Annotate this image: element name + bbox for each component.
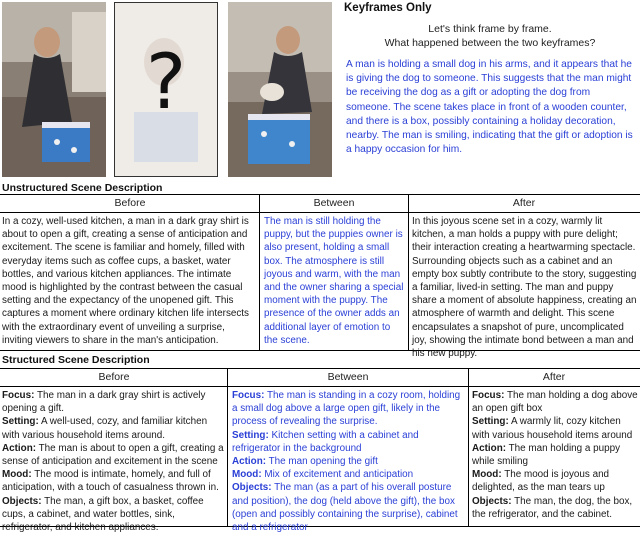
between-objects: The man (as a part of his overall posture and position), the dog (held above the gift), the box (open and possibly containing the surprise), cabinet and a refrigerator [232, 482, 458, 534]
keyframes-answer: A man is holding a small dog in his arms, and it appears that he is giving the dog to someone. This suggests that the man might be receiving the dog as a gift or adopting the dog from someone. The scene takes place in front of a wooden counter, and there is a box, possibly containing a holiday decoration, nearby. The man is smiling, indicating that the gift or adoption is a happy occasion for him. [346, 59, 633, 156]
prompt-line-1: Let's think frame by frame. [428, 23, 552, 35]
before-mood: The mood is intimate, homely, and full of anticipation, with a touch of casualness thrown in. [2, 469, 219, 494]
unstructured-between-text: The man is still holding the puppy, but the puppies owner is also present, holding a small box. The atmosphere is still joyous and warm, with the man and the owner sharing a special moment with the puppy. The presence of the owner adds an additional layer of emotion to the scene. [264, 216, 404, 346]
structured-before-cell [2, 389, 224, 534]
mood-label: Mood: [232, 469, 262, 481]
after-mood: The mood is joyous and delighted, as the man tears up [472, 469, 610, 494]
structured-between-cell [232, 389, 466, 534]
setting-label: Setting: [232, 429, 269, 441]
keyframes-prompt [344, 22, 636, 50]
keyframes-only-title: Keyframes Only [344, 2, 432, 14]
unstructured-section-title: Unstructured Scene Description [2, 182, 163, 194]
mood-label: Mood: [2, 469, 32, 481]
structured-header-after: After [542, 371, 566, 383]
objects-label: Objects: [472, 495, 512, 507]
objects-label: Objects: [2, 495, 42, 507]
unstructured-after-text: In this joyous scene set in a cozy, warmly lit kitchen, a man holds a puppy with pure delight; their interaction creating a heartwarming spectacle. Surrounding objects such as a cabinet and an empty box subtly contribute to the story, suggesting a familiar, lived-in setting. The man and puppy share a moment of absolute happiness, creating an atmosphere of warmth and delight. This scene encapsulates a snapshot of pure, uncomplicated joy, showing the intimate bond between a man and his new puppy. [412, 216, 637, 360]
focus-label: Focus: [472, 390, 505, 401]
before-setting: A well-used, cozy, and familiar kitchen with various household items around. [2, 416, 208, 441]
focus-label: Focus: [2, 390, 35, 401]
structured-after-cell [472, 389, 638, 521]
mood-label: Mood: [472, 469, 502, 481]
keyframe-before-image [2, 2, 106, 177]
between-setting: Kitchen setting with a cabinet and refrigerator in the background [232, 429, 419, 454]
action-label: Action: [472, 442, 507, 454]
keyframe-missing-image [114, 2, 218, 177]
structured-header-before: Before [98, 371, 130, 383]
focus-label: Focus: [232, 390, 265, 401]
after-objects: The man, the dog, the box, the refrigerator, and the cabinet. [472, 495, 633, 520]
between-focus: The man is standing in a cozy room, holding a small dog above a large open gift, likely in the process of revealing the surprise. [232, 390, 461, 428]
keyframe-after-image [228, 2, 332, 177]
question-mark-symbol: ? [145, 37, 187, 126]
structured-table [0, 368, 640, 534]
unstructured-before-text: In a cozy, well-used kitchen, a man in a dark gray shirt is about to open a gift, creating a sense of anticipation and excitement. The scene is familiar and homely, filled with everyday items such as coffee cups, a basket, water bottles, and various kitchen appliances. The intimate mood is highlighted by the contrast between the casual setting and the expectancy of the unopened gift. This captures a moment where ordinary kitchen life intersects with the extraordinary event of unveiling a surprise, inviting viewers to share in the man's anticipation. [2, 216, 249, 346]
after-focus: The man holding a dog above an open gift box [472, 390, 638, 415]
before-objects: The man, a gift box, a basket, coffee cups, a cabinet, and water bottles, sink, refrigerator, and kitchen appliances. [2, 495, 204, 534]
unstructured-header-before: Before [114, 197, 146, 209]
setting-label: Setting: [2, 416, 39, 428]
objects-label: Objects: [232, 482, 272, 494]
between-action: The man opening the gift [268, 456, 378, 468]
prompt-line-2: What happened between the two keyframes? [384, 37, 596, 49]
structured-section-title: Structured Scene Description [2, 354, 150, 366]
after-setting: A warmly lit, cozy kitchen with various household items around [472, 416, 633, 441]
action-label: Action: [2, 442, 37, 454]
between-mood: Mix of excitement and anticipation [264, 469, 414, 481]
before-focus: The man in a dark gray shirt is actively opening a gift. [2, 390, 206, 415]
after-action: The man holding a puppy while smiling [472, 442, 621, 468]
structured-header-between: Between [327, 371, 369, 383]
action-label: Action: [232, 456, 267, 468]
unstructured-header-after: After [512, 197, 536, 209]
before-action: The man is about to open a gift, creating a sense of anticipation and excitement in the scene [2, 442, 224, 468]
unstructured-header-between: Between [313, 197, 355, 209]
setting-label: Setting: [472, 416, 509, 428]
